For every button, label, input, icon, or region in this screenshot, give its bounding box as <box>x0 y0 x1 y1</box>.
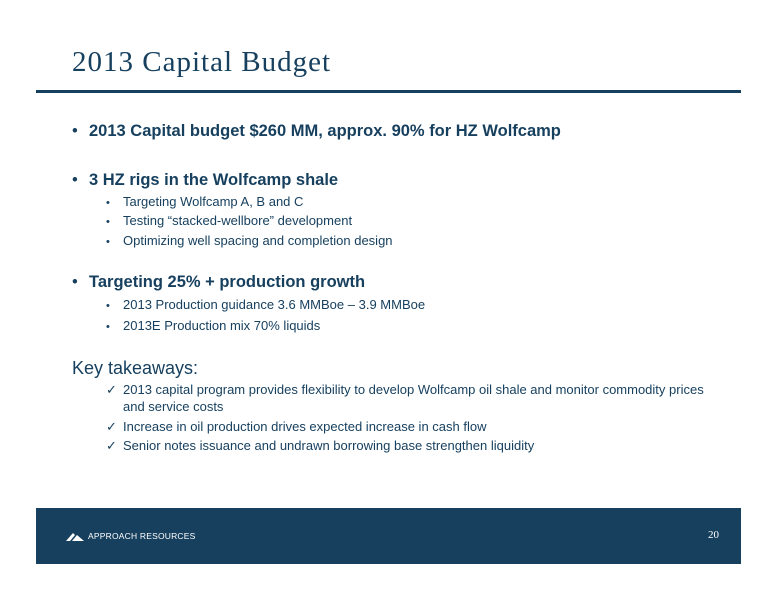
sub-bullet <box>106 233 393 248</box>
sub-bullet-text: 2013 Production guidance 3.6 MMBoe – 3.9 MMBoe <box>123 297 426 312</box>
bullet-text: 2013 Capital budget $260 MM, approx. 90% for HZ Wolfcamp <box>89 122 561 140</box>
bullet-production-growth <box>72 273 365 292</box>
sub-bullet-dot: • <box>106 216 110 228</box>
bullet-dot: • <box>72 122 78 140</box>
bullet-hz-rigs <box>72 171 338 190</box>
company-name: APPROACH RESOURCES <box>88 531 196 541</box>
check-icon: ✓ <box>106 419 117 434</box>
sub-bullet-text: 2013E Production mix 70% liquids <box>123 318 321 333</box>
takeaway-text: 2013 capital program provides flexibility to develop Wolfcamp oil shale and monitor commodity prices and service costs <box>123 382 704 414</box>
sub-bullet-text: Targeting Wolfcamp A, B and C <box>123 194 304 209</box>
title-divider <box>36 90 741 93</box>
takeaway-text: Senior notes issuance and undrawn borrowing base strengthen liquidity <box>123 438 535 453</box>
bullet-text: 3 HZ rigs in the Wolfcamp shale <box>89 171 339 189</box>
sub-bullet-dot: • <box>106 321 110 333</box>
approach-logo-icon <box>66 532 84 541</box>
company-logo <box>66 530 196 542</box>
bullet-capital-budget <box>72 122 561 141</box>
slide-title: 2013 Capital Budget <box>72 46 332 78</box>
sub-bullet-text: Testing “stacked-wellbore” development <box>123 213 353 228</box>
key-takeaways-heading: Key takeaways: <box>72 358 199 378</box>
sub-bullet-text: Optimizing well spacing and completion design <box>123 233 393 248</box>
bullet-dot: • <box>72 273 78 291</box>
page-number: 20 <box>708 529 719 541</box>
bullet-text: Targeting 25% + production growth <box>89 273 366 291</box>
bullet-dot: • <box>72 171 78 189</box>
check-icon: ✓ <box>106 438 117 453</box>
takeaway-text: Increase in oil production drives expected increase in cash flow <box>123 419 487 434</box>
takeaway-item <box>106 381 716 415</box>
sub-bullet <box>106 318 320 333</box>
sub-bullet-dot: • <box>106 197 110 209</box>
sub-bullet <box>106 213 352 228</box>
sub-bullet <box>106 194 303 209</box>
sub-bullet-dot: • <box>106 236 110 248</box>
footer-bar <box>36 508 741 564</box>
check-icon: ✓ <box>106 382 117 397</box>
takeaway-item <box>106 418 716 435</box>
sub-bullet <box>106 297 425 312</box>
sub-bullet-dot: • <box>106 300 110 312</box>
takeaway-item <box>106 437 716 454</box>
